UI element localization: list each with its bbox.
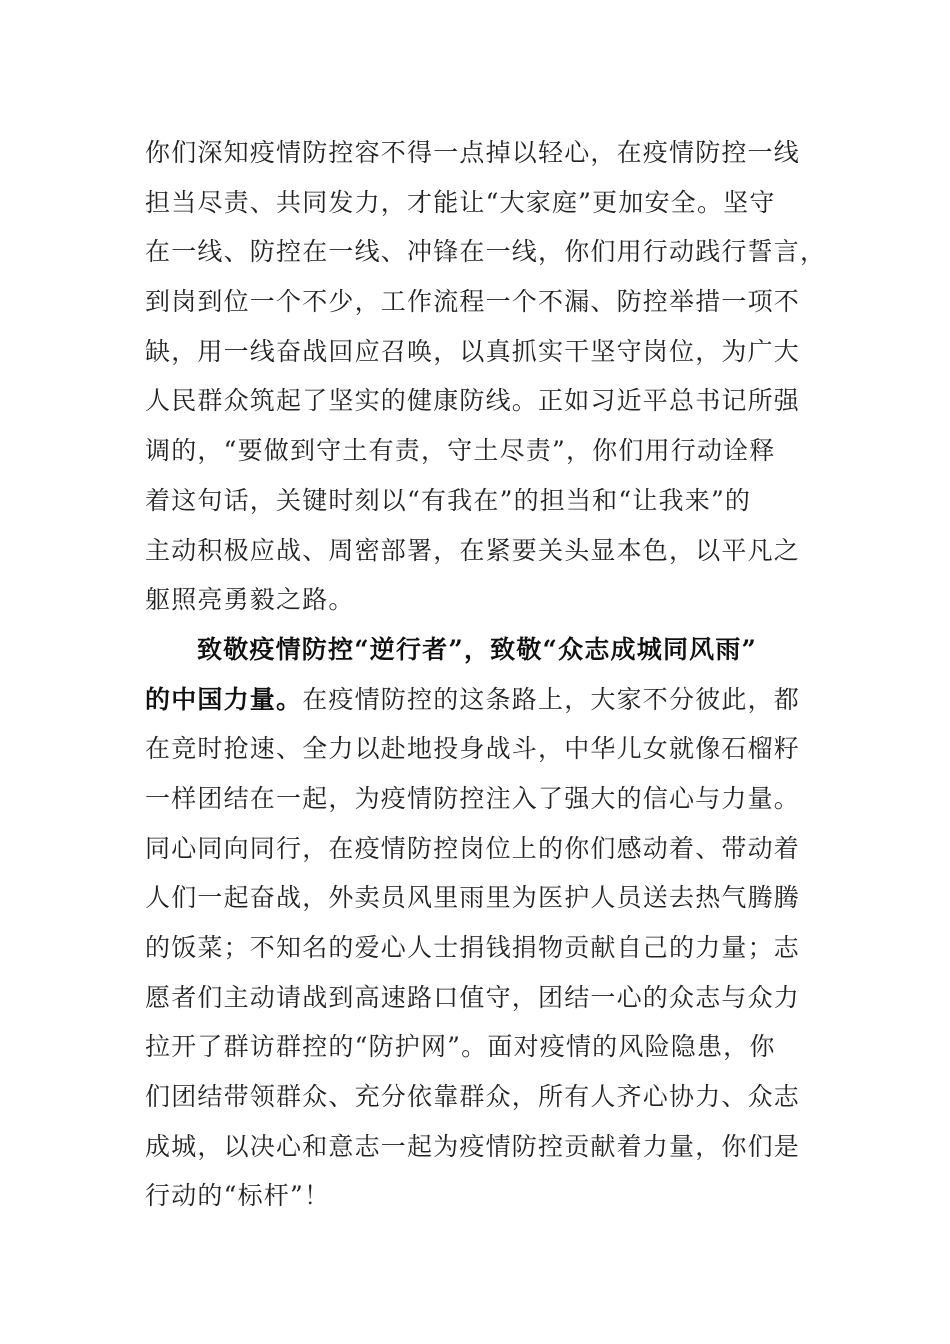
text-line: 主动积极应战、周密部署，在紧要关头显本色，以平凡之 <box>145 535 801 565</box>
text-line: 一样团结在一起，为疫情防控注入了强大的信心与力量。 <box>145 783 801 813</box>
text-line: 缺，用一线奋战回应召唤，以真抓实干坚守岗位，为广大 <box>145 336 801 366</box>
text-line: 愿者们主动请战到高速路口值守，团结一心的众志与众力 <box>145 982 801 1012</box>
text-line: 你们深知疫情防控容不得一点掉以轻心，在疫情防控一线 <box>145 138 801 167</box>
text-line: 成城，以决心和意志一起为疫情防控贡献着力量，你们是 <box>145 1131 801 1161</box>
paragraph-1 <box>145 128 827 625</box>
text-line: 在竞时抢速、全力以赴地投身战斗，中华儿女就像石榴籽 <box>145 734 801 764</box>
document-body <box>145 128 827 1221</box>
text-line: 人们一起奋战，外卖员风里雨里为医护人员送去热气腾腾 <box>145 883 801 913</box>
text-line: 拉开了群访群控的“防护网”。面对疫情的风险隐患，你 <box>145 1032 776 1062</box>
text-line <box>145 675 805 725</box>
text-span: 在疫情防控的这条路上，大家不分彼此，都 <box>302 684 801 714</box>
text-line: 着这句话，关键时刻以“有我在”的担当和“让我来”的 <box>145 485 752 515</box>
text-line: 人民群众筑起了坚实的健康防线。正如习近平总书记所强 <box>145 386 801 416</box>
text-line: 到岗到位一个不少，工作流程一个不漏、防控举措一项不 <box>145 287 801 317</box>
paragraph-2 <box>145 625 805 1221</box>
text-line: 躯照亮勇毅之路。 <box>145 585 355 615</box>
text-line: 们团结带领群众、充分依靠群众，所有人齐心协力、众志 <box>145 1082 801 1112</box>
text-line: 在一线、防控在一线、冲锋在一线，你们用行动践行誓言， <box>145 237 827 267</box>
paragraph-heading: 致敬疫情防控“逆行者”，致敬“众志成城同风雨” <box>197 634 758 664</box>
text-line: 担当尽责、共同发力，才能让“大家庭”更加安全。坚守 <box>145 187 776 217</box>
text-line: 行动的“标杆”！ <box>145 1181 331 1211</box>
text-line: 调的，“要做到守土有责，守土尽责”，你们用行动诠释 <box>145 436 776 466</box>
paragraph-heading-end: 的中国力量。 <box>145 684 303 714</box>
text-line: 的饭菜；不知名的爱心人士捐钱捐物贡献自己的力量；志 <box>145 933 801 962</box>
text-line: 同心同向同行，在疫情防控岗位上的你们感动着、带动着 <box>145 833 801 863</box>
